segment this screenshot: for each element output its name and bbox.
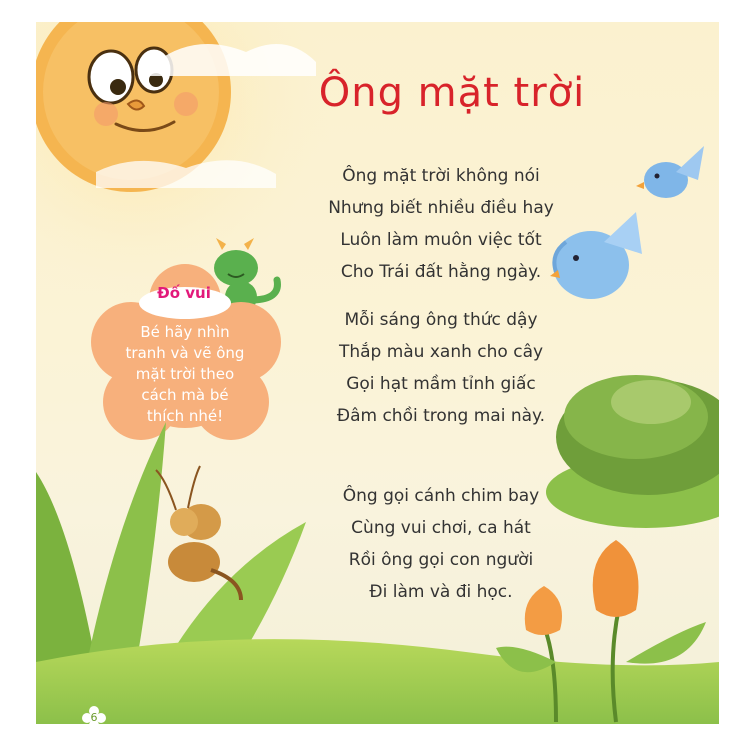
poem-line: Mỗi sáng ông thức dậy	[344, 310, 538, 330]
do-vui-text	[100, 322, 270, 427]
poem-line: Đâm chồi trong mai này.	[336, 406, 546, 426]
poem-line: Rồi ông gọi con người	[348, 550, 534, 570]
do-vui-line: tranh và vẽ ông	[125, 344, 245, 362]
do-vui-line: thích nhé!	[146, 407, 224, 425]
blue-bird-small	[636, 146, 704, 198]
poem-line: Ông mặt trời không nói	[342, 166, 540, 186]
page-number: 6	[90, 711, 98, 724]
poem-line: Nhưng biết nhiều điều hay	[328, 198, 554, 218]
poem-title: Ông mặt trời	[318, 70, 586, 116]
poem-stanza-2	[276, 304, 606, 432]
do-vui-heading: Đố vui	[157, 284, 211, 302]
do-vui-line: cách mà bé	[141, 386, 229, 404]
poem-line: Thắp màu xanh cho cây	[338, 342, 544, 362]
poem-line: Ông gọi cánh chim bay	[342, 486, 540, 506]
poem-line: Luôn làm muôn việc tốt	[340, 230, 542, 250]
do-vui-line: Bé hãy nhìn	[140, 323, 230, 341]
poem-line: Cho Trái đất hằng ngày.	[340, 262, 542, 282]
cricket	[156, 466, 241, 600]
poem-stanza-1	[276, 160, 606, 288]
poem-line: Gọi hạt mầm tỉnh giấc	[346, 374, 536, 394]
do-vui-line: mặt trời theo	[135, 365, 235, 383]
poem-line: Cùng vui chơi, ca hát	[351, 518, 531, 538]
book-page	[36, 22, 719, 724]
poem-stanza-3	[276, 480, 606, 608]
poem-line: Đi làm và đi học.	[369, 582, 513, 602]
